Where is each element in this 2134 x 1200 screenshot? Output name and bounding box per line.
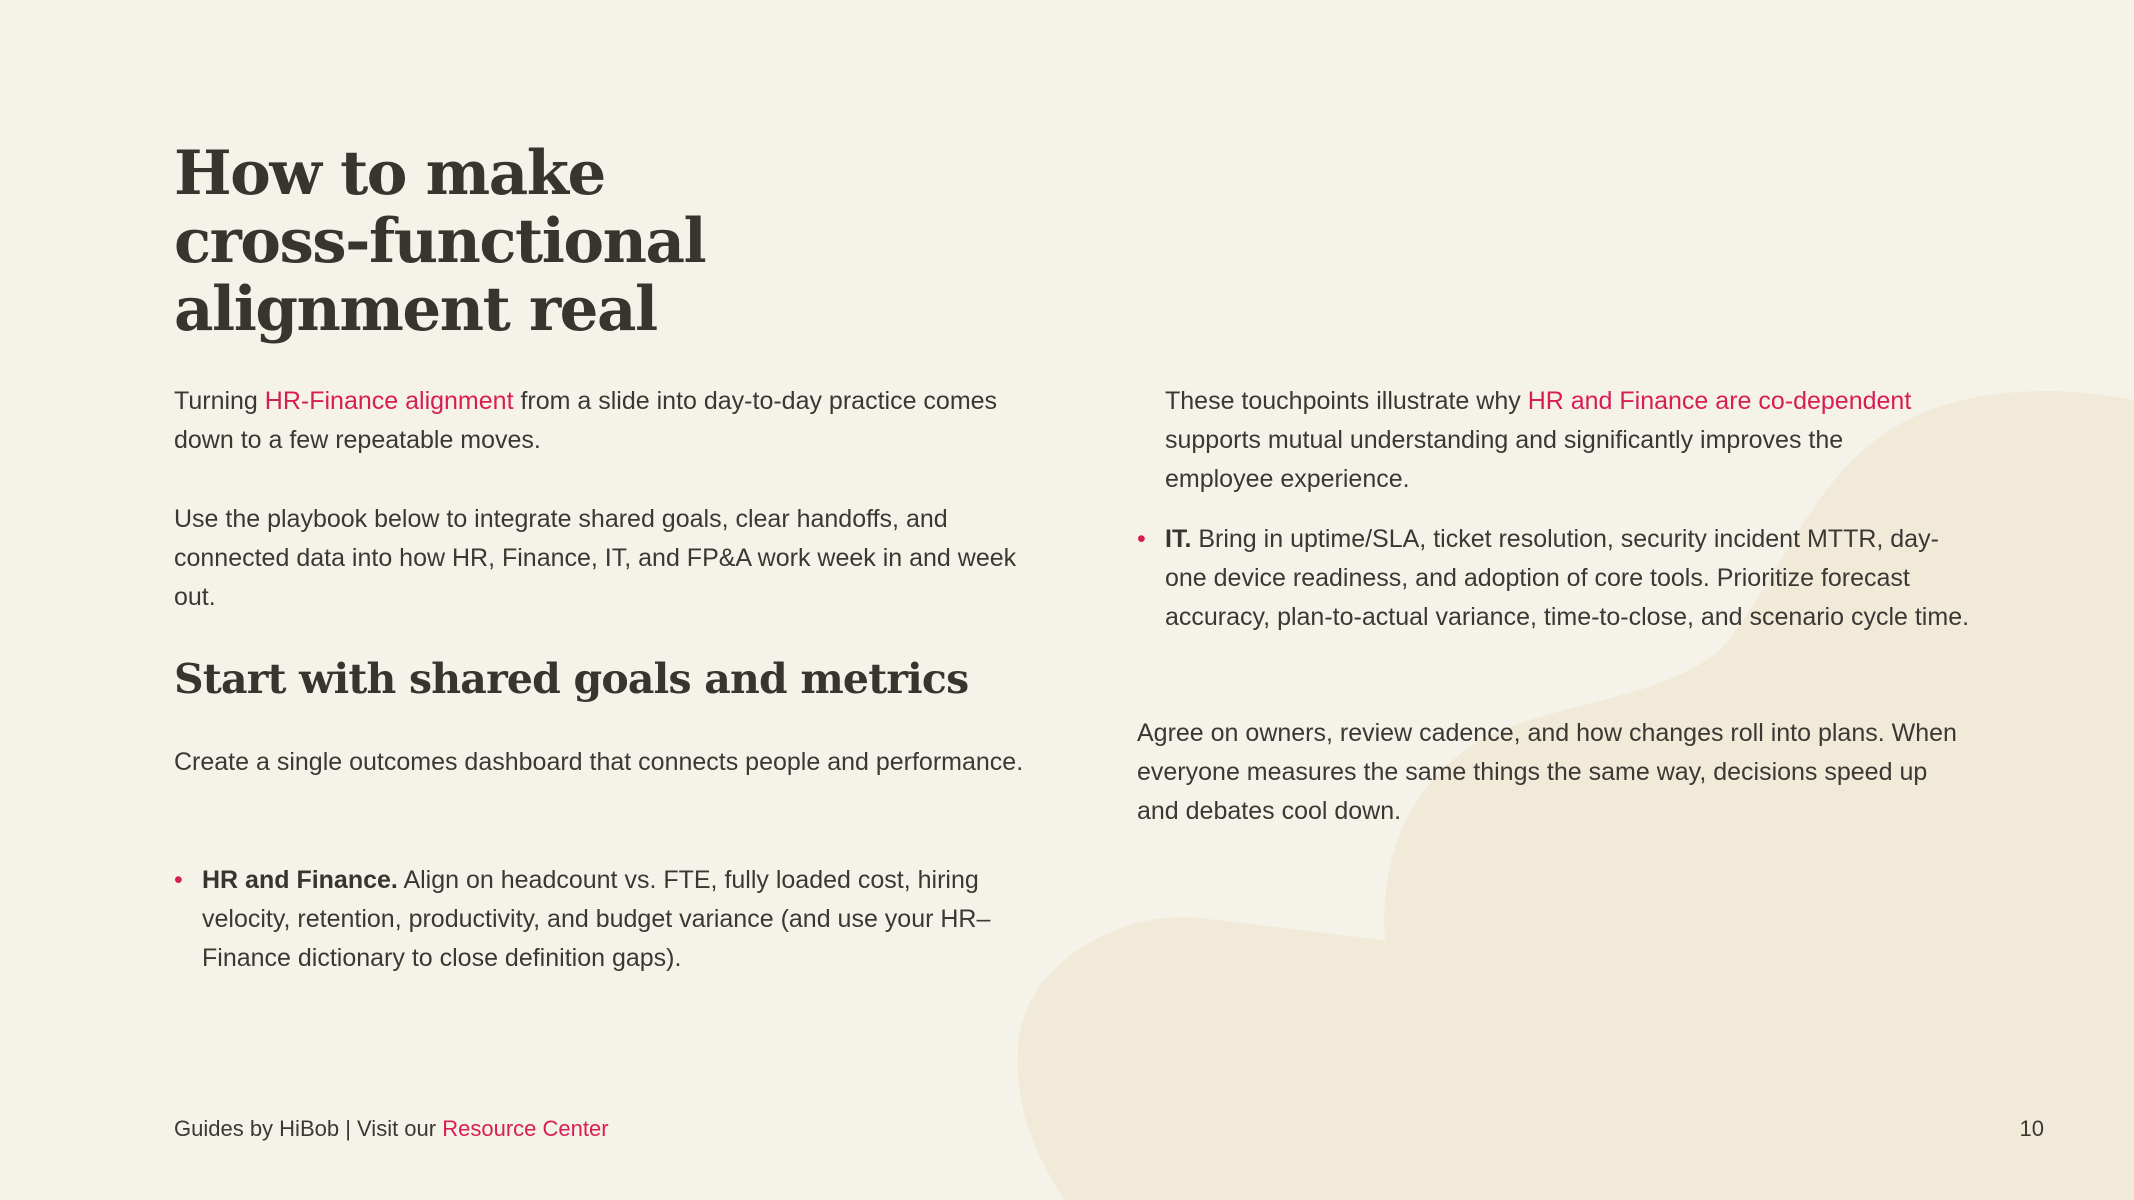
bullet-dot-icon: • [1137,525,1146,553]
resource-center-link[interactable]: Resource Center [442,1116,609,1141]
section-heading: Start with shared goals and metrics [174,655,969,703]
hr-finance-alignment-link[interactable]: HR-Finance alignment [264,387,514,415]
title-line-3: alignment real [174,274,657,345]
title-line-2: cross-functional [174,206,706,277]
bullet-hr-finance [174,861,1032,978]
intro-paragraph-1 [174,382,1034,460]
bullet-label: HR and Finance. [202,866,398,894]
page-title [174,140,994,344]
right-text-pre: These touchpoints illustrate why [1165,387,1528,415]
bullet-it [1137,520,1973,637]
bullet-label: IT. [1165,525,1192,553]
footer [174,1115,609,1143]
page-number: 10 [2019,1116,2044,1141]
section-body: Create a single outcomes dashboard that connects people and performance. [174,748,1024,776]
right-text-post: supports mutual understanding and significantly improves the employee experience. [1165,426,1844,493]
bullet-text: Bring in uptime/SLA, ticket resolution, security incident MTTR, day-one device readiness, and adoption of core tools. Prioritize forecast accuracy, plan-to-actual variance, time-to-close, and scenario cycle time. [1165,525,1970,631]
hr-finance-co-dependent-link[interactable]: HR and Finance are co-dependent [1527,387,1912,415]
bullet-dot-icon: • [174,866,183,894]
bullet-text: Align on headcount vs. FTE, fully loaded cost, hiring velocity, retention, productivity, and budget variance (and use your HR–Finance dictionary to close definition gaps). [202,866,991,972]
intro-text-pre: Turning [174,387,265,415]
intro-text-post: from a slide into day-to-day practice comes down to a few repeatable moves. [174,387,998,454]
footer-text: Guides by HiBob | Visit our [174,1116,443,1141]
right-paragraph-1 [1165,382,1945,499]
intro-paragraph-2: Use the playbook below to integrate shared goals, clear handoffs, and connected data into how HR, Finance, IT, and FP&A work week in and week out. [174,505,1017,611]
right-paragraph-2: Agree on owners, review cadence, and how changes roll into plans. When everyone measures the same things the same way, decisions speed up and debates cool down. [1137,719,1957,825]
title-line-1: How to make [174,138,605,209]
